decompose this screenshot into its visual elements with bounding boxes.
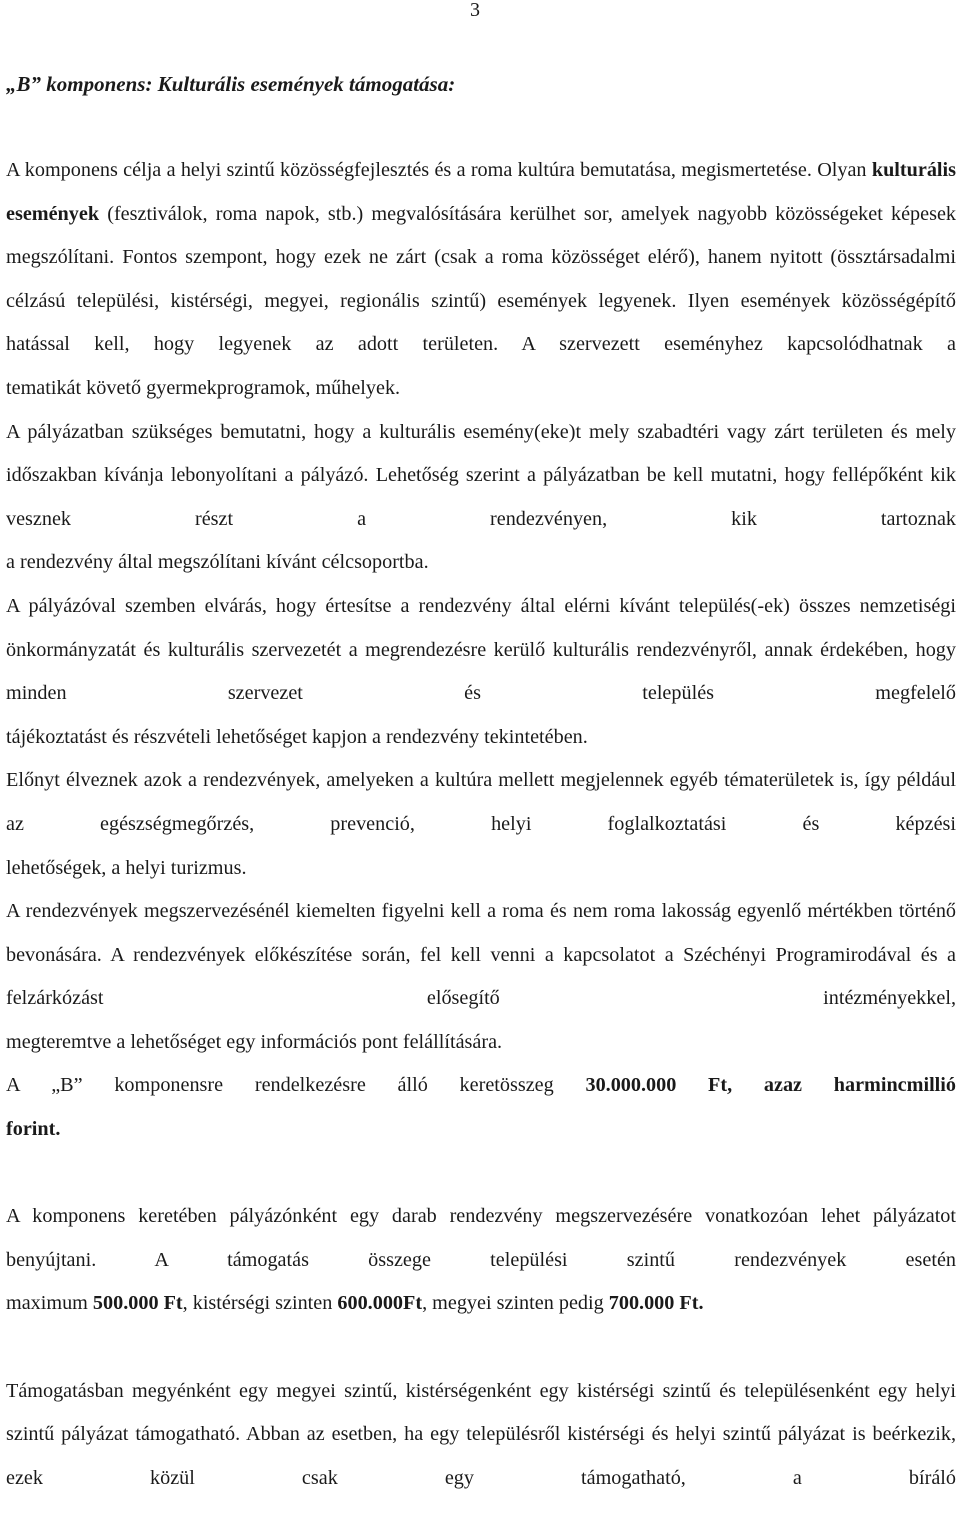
text-line: A rendezvények megszervezésénél kiemelten figyelni kell a roma és nem roma lakosság [6,900,732,923]
paragraph-gap [6,1326,956,1370]
text-line: tematikát követő gyermekprogramok, műhelyek. [6,376,401,399]
text-line [6,1282,956,1326]
paragraph-inclusion [6,890,956,1064]
text-line: A komponens célja a helyi szintű közösségfejlesztés és a roma kultúra bemutatása, [6,159,676,181]
text-line: lehetőségek, a helyi turizmus. [6,856,247,879]
text-fragment: , megyei szinten pedig [422,1292,609,1315]
text-line: kerülhet sor, amelyek nagyobb közösségeket képesek megszólítani. Fontos szempont, hogy [6,202,957,269]
text-line: kistérségi és helyi szintű pályázat is beérkezik, ezek közül csak egy támogatható, a bíráló [6,1423,957,1489]
paragraph-purpose [6,149,956,411]
text-line: ezek ne zárt (csak a roma közösséget elérő), hanem nyitott (össztársadalmi célzású települési, [6,246,956,312]
text-line: kapcsolatot a Széchényi Programirodával és a felzárkózást elősegítő intézményekkel, [6,943,956,1010]
paragraph-notification [6,585,956,759]
text-line: kistérségi, megyei, regionális szintű) események legyenek. Ilyen események közösségépítő [170,289,957,312]
text-line: összes nemzetiségi önkormányzatát és kulturális szervezetét a megrendezésre kerülő [6,594,957,661]
text-line: hatással kell, hogy legyenek az adott területen. A szervezett eseményhez kapcsolódhatnak a [6,333,956,356]
bold-phrase: kulturális események [6,159,956,225]
paragraph-gap [6,1152,956,1196]
document-body [6,149,956,1500]
text-line: pályázatban be kell mutatni, hogy fellépőként kik vesznek részt a rendezvényen, kik tartoznak [6,464,957,530]
budget-amount: 30.000.000 Ft, azaz harmincmillió [585,1074,956,1097]
paragraph-venue [6,411,956,585]
text-line: megismertetése. Olyan [681,159,872,181]
text-line: kulturális rendezvényről, annak érdekében, hogy minden szervezet és település megfelelő [6,638,956,705]
text-line: egyenlő mértékben történő bevonására. A rendezvények előkészítése során, fel kell venni a [6,900,957,966]
text-line: zárt területen és mely időszakban kívánja lebonyolítani a pályázó. Lehetőség szerint a [6,420,956,487]
text-line: tématerületek is, így például az egészségmegőrzés, prevenció, helyi foglalkoztatási és képzési [6,769,956,835]
text-line: tájékoztatást és részvételi lehetőséget kapjon a rendezvény tekintetében. [6,725,588,748]
text-line: A pályázatban szükséges bemutatni, hogy a kulturális esemény(eke)t mely szabadtéri vagy [6,420,767,443]
amount-county: 700.000 Ft. [608,1292,704,1315]
amount-local: 500.000 Ft [92,1292,183,1315]
paragraph-budget [6,1064,956,1151]
text-fragment: maximum [6,1292,93,1315]
text-line: A komponens keretében pályázónként egy darab rendezvény megszervezésére vonatkozóan [6,1205,809,1228]
paragraph-support-limits [6,1370,956,1501]
paragraph-advantage [6,759,956,890]
amount-subregional: 600.000Ft [337,1292,423,1315]
paragraph-maximum [6,1195,956,1326]
section-heading: „B” komponens: Kulturális események támogatása: [6,72,456,96]
text-line: Támogatásban megyénként egy megyei szintű, kistérségenként egy kistérségi szintű és [6,1379,737,1402]
budget-amount-end: forint. [6,1118,61,1141]
text-fragment: , kistérségi szinten [182,1292,338,1315]
text-line: településenként egy helyi szintű pályázat támogatható. Abban az esetben, ha egy településről [6,1379,957,1446]
text-line: Előnyt élveznek azok a rendezvények, amelyeken a kultúra mellett megjelennek egyéb [6,769,718,792]
text-line: lehet pályázatot benyújtani. A támogatás összege települési szintű rendezvények esetén [6,1205,957,1271]
page-number: 3 [470,0,480,21]
text-line: (fesztiválok, roma napok, stb.) megvalósítására [99,202,502,225]
text-line: a rendezvény által megszólítani kívánt célcsoportba. [6,551,429,574]
text-line: A pályázóval szemben elvárás, hogy értesítse a rendezvény által elérni kívánt település(-ek) [6,594,790,617]
text-line: megteremtve a lehetőséget egy információs pont felállítására. [6,1030,503,1053]
text-line: A „B” komponensre rendelkezésre álló keretösszeg [6,1074,586,1097]
